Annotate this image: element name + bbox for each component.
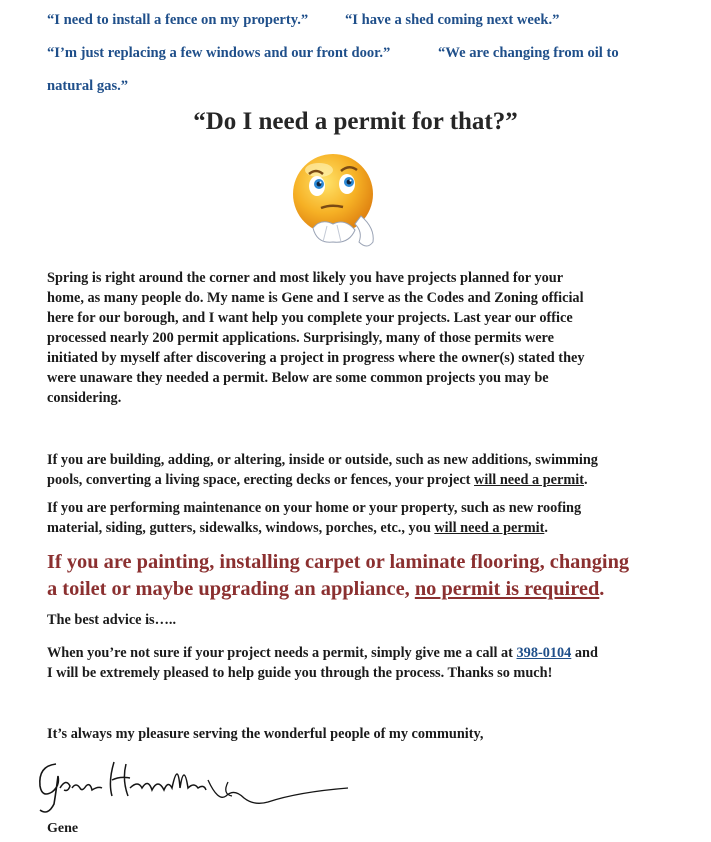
intro-line: considering. — [47, 390, 122, 406]
quote-windows: “I’m just replacing a few windows and our front door.” — [47, 45, 391, 61]
advice-label: The best advice is….. — [47, 612, 177, 628]
signature-icon — [18, 752, 348, 822]
intro-line: initiated by myself after discovering a project in progress where the owner(s) stated they — [47, 350, 585, 366]
maintenance-line: If you are performing maintenance on your home or your property, such as new roofing — [47, 500, 582, 516]
period: . — [599, 578, 605, 600]
phone-link[interactable]: 398-0104 — [516, 645, 572, 661]
quote-shed: “I have a shed coming next week.” — [345, 12, 560, 28]
closing-text — [47, 724, 677, 744]
no-permit-line: a toilet or maybe upgrading an appliance, — [47, 578, 415, 600]
advice-text — [47, 610, 677, 630]
call-line-end: and — [571, 645, 598, 661]
no-permit-emphasis: no permit is required — [414, 578, 600, 600]
quote-gas-cont: natural gas.” — [47, 78, 129, 94]
intro-line: Spring is right around the corner and most likely you have projects planned for your — [47, 270, 564, 286]
quote-gas: “We are changing from oil to — [438, 45, 619, 61]
no-permit-paragraph — [47, 549, 687, 603]
call-line: I will be extremely pleased to help guide you through the process. Thanks so much! — [47, 665, 553, 681]
permit-needed-emphasis: will need a permit — [434, 520, 545, 536]
period: . — [584, 472, 588, 488]
intro-line: here for our borough, and I want help you complete your projects. Last year our office — [47, 310, 573, 326]
signer-name — [47, 819, 677, 839]
signer-label: Gene — [47, 821, 79, 836]
intro-line: processed nearly 200 permit applications. Surprisingly, many of those permits were — [47, 330, 554, 346]
building-line: If you are building, adding, or altering, inside or outside, such as new additions, swimming — [47, 452, 598, 468]
quote-fence: “I need to install a fence on my property.” — [47, 12, 309, 28]
call-line: When you’re not sure if your project needs a permit, simply give me a call at — [47, 645, 517, 661]
intro-line: home, as many people do. My name is Gene and I serve as the Codes and Zoning official — [47, 290, 584, 306]
call-paragraph — [47, 643, 687, 683]
intro-line: were unaware they needed a permit. Below are some common projects you may be — [47, 370, 549, 386]
period: . — [544, 520, 548, 536]
building-line: pools, converting a living space, erecting decks or fences, your project — [47, 472, 475, 488]
page-title: “Do I need a permit for that?” — [193, 108, 518, 135]
permit-needed-emphasis: will need a permit — [474, 472, 585, 488]
closing-label: It’s always my pleasure serving the wonderful people of my community, — [47, 726, 484, 742]
maintenance-paragraph — [47, 498, 677, 538]
maintenance-line: material, siding, gutters, sidewalks, windows, porches, etc., you — [47, 520, 435, 536]
building-paragraph — [47, 450, 677, 490]
intro-paragraph — [47, 268, 677, 408]
no-permit-line: If you are painting, installing carpet or laminate flooring, changing — [47, 551, 630, 573]
thinking-emoji-icon — [283, 150, 393, 255]
